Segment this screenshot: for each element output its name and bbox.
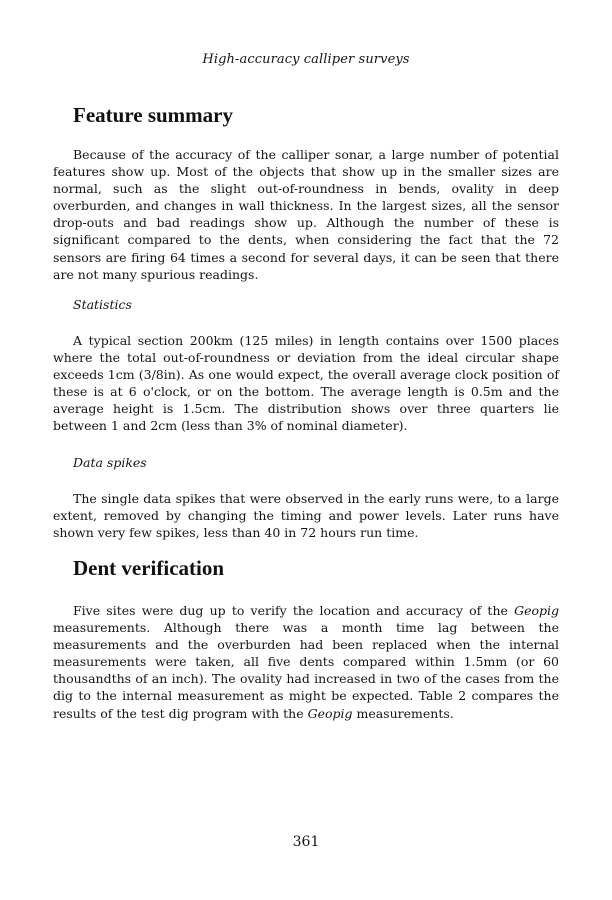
feature-summary-paragraph: Because of the accuracy of the calliper sonar, a large number of potential features show up. Most of the objects that show up in the smaller sizes are normal, such as the slight out-of-roundness in bends, ovality in deep overburden, and changes in wall thickness. In the largest sizes, all the sensor drop-outs and bad readings show up. Although the number of these is significant compared to the dents, when considering the fact that the 72 sensors are firing 64 times a second for several days, it can be seen that there are not many spurious readings.	[53, 147, 559, 282]
product-name-geopig: Geopig	[307, 705, 353, 721]
running-header: High-accuracy calliper surveys	[202, 52, 410, 67]
data-spikes-paragraph: The single data spikes that were observed in the early runs were, to a large extent, removed by changing the timing and power levels. Later runs have shown very few spikes, less than 40 in 72 hours run time.	[53, 491, 559, 541]
data-spikes-subheading: Data spikes	[73, 455, 147, 470]
dent-paragraph-part-3: measurements.	[352, 705, 454, 721]
dent-verification-paragraph	[53, 602, 559, 722]
dent-verification-heading: Dent verification	[73, 556, 225, 580]
product-name-geopig: Geopig	[514, 603, 559, 618]
dent-paragraph-part-2: measurements. Although there was a month time lag between the measurements and the overburden had been replaced when the internal measurements were taken, all five dents compared within 1.5mm (or 60 thousandths of an inch). The ovality had increased in two of the cases from the dig to the internal measurement as might be expected. Table 2 compares the results of the test dig program with the	[53, 620, 559, 721]
statistics-subheading: Statistics	[73, 297, 132, 312]
page-number: 361	[292, 834, 320, 850]
statistics-paragraph: A typical section 200km (125 miles) in length contains over 1500 places where the total out-of-roundness or deviation from the ideal circular shape exceeds 1cm (3/8in). As one would expect, the overall average clock position of these is at 6 o'clock, or on the bottom. The average length is 0.5m and the average height is 1.5cm. The distribution shows over three quarters lie between 1 and 2cm (less than 3% of nominal diameter).	[53, 333, 559, 434]
feature-summary-heading: Feature summary	[73, 103, 233, 127]
dent-paragraph-part-1: Five sites were dug up to verify the location and accuracy of the	[73, 603, 515, 618]
